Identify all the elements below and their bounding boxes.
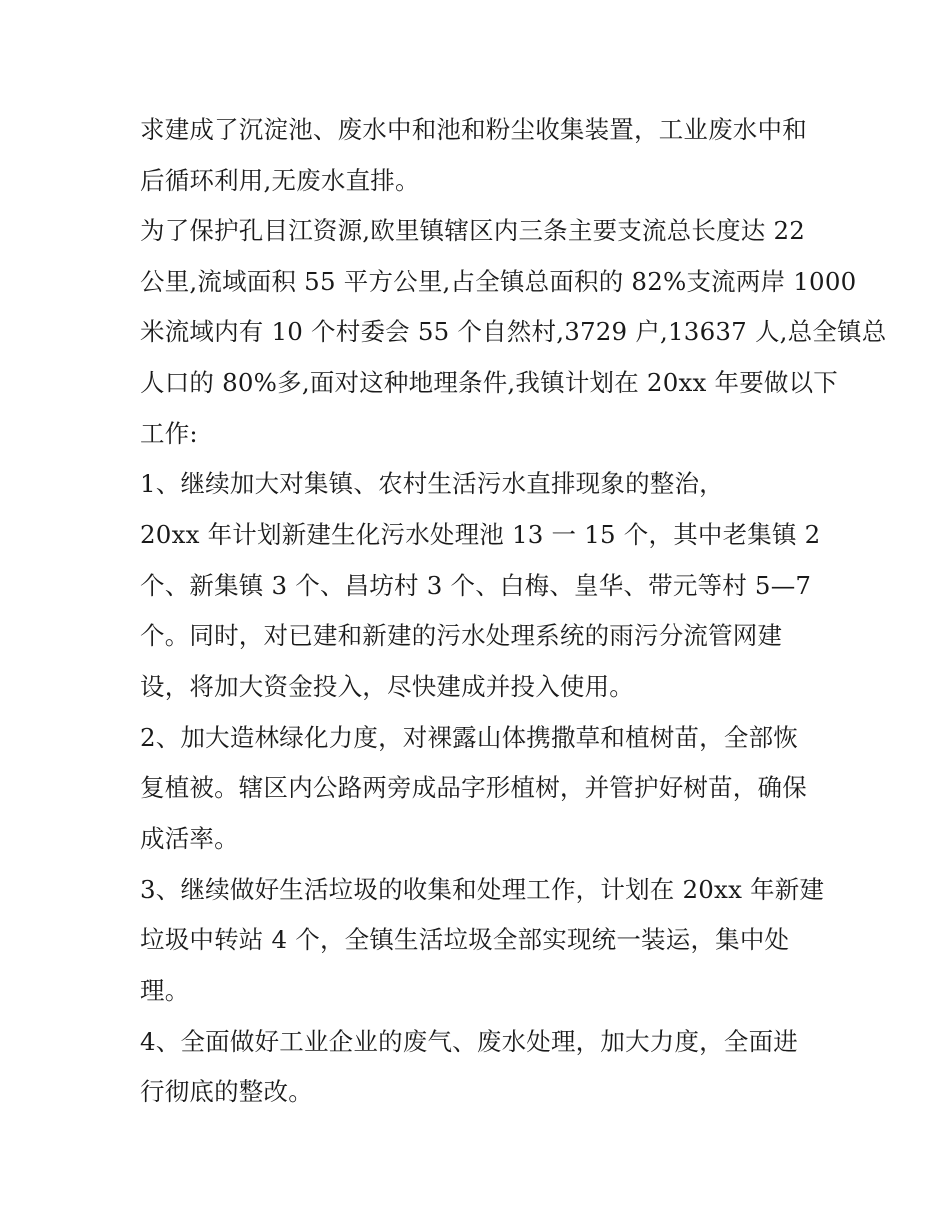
text-line: 设，将加大资金投入，尽快建成并投入使用。 xyxy=(140,672,634,701)
text-line: 后循环利用,无废水直排。 xyxy=(140,166,420,195)
text-line: 公里,流域面积 55 平方公里,占全镇总面积的 82%支流两岸 1000 xyxy=(140,267,857,296)
text-line: 米流域内有 10 个村委会 55 个自然村,3729 户,13637 人,总全镇总 xyxy=(140,317,887,346)
text-line: 求建成了沉淀池、废水中和池和粉尘收集装置，工业废水中和 xyxy=(140,115,807,144)
text-line: 人口的 80%多,面对这种地理条件,我镇计划在 20xx 年要做以下 xyxy=(140,368,839,397)
text-line: 20xx 年计划新建生化污水处理池 13 一 15 个，其中老集镇 2 xyxy=(140,520,821,549)
text-line: 为了保护孔目江资源,欧里镇辖区内三条主要支流总长度达 22 xyxy=(140,216,806,245)
text-line: 理。 xyxy=(140,976,190,1005)
text-line: 垃圾中转站 4 个，全镇生活垃圾全部实现统一装运，集中处 xyxy=(140,925,790,954)
list-item-4-line: 4、全面做好工业企业的废气、废水处理，加大力度，全面进 xyxy=(140,1027,798,1056)
list-item-3-line: 3、继续做好生活垃圾的收集和处理工作，计划在 20xx 年新建 xyxy=(140,875,825,904)
text-line: 复植被。辖区内公路两旁成品字形植树，并管护好树苗，确保 xyxy=(140,773,807,802)
list-item-2-line: 2、加大造林绿化力度，对裸露山体携撒草和植树苗，全部恢 xyxy=(140,723,798,752)
text-line: 成活率。 xyxy=(140,824,239,853)
text-line: 行彻底的整改。 xyxy=(140,1077,313,1106)
text-line: 工作: xyxy=(140,419,198,448)
list-item-1-line: 1、继续加大对集镇、农村生活污水直排现象的整治， xyxy=(140,469,724,498)
text-line: 个、新集镇 3 个、昌坊村 3 个、白梅、皇华、带元等村 5—7 xyxy=(140,571,812,600)
text-line: 个。同时，对已建和新建的污水处理系统的雨污分流管网建 xyxy=(140,621,783,650)
